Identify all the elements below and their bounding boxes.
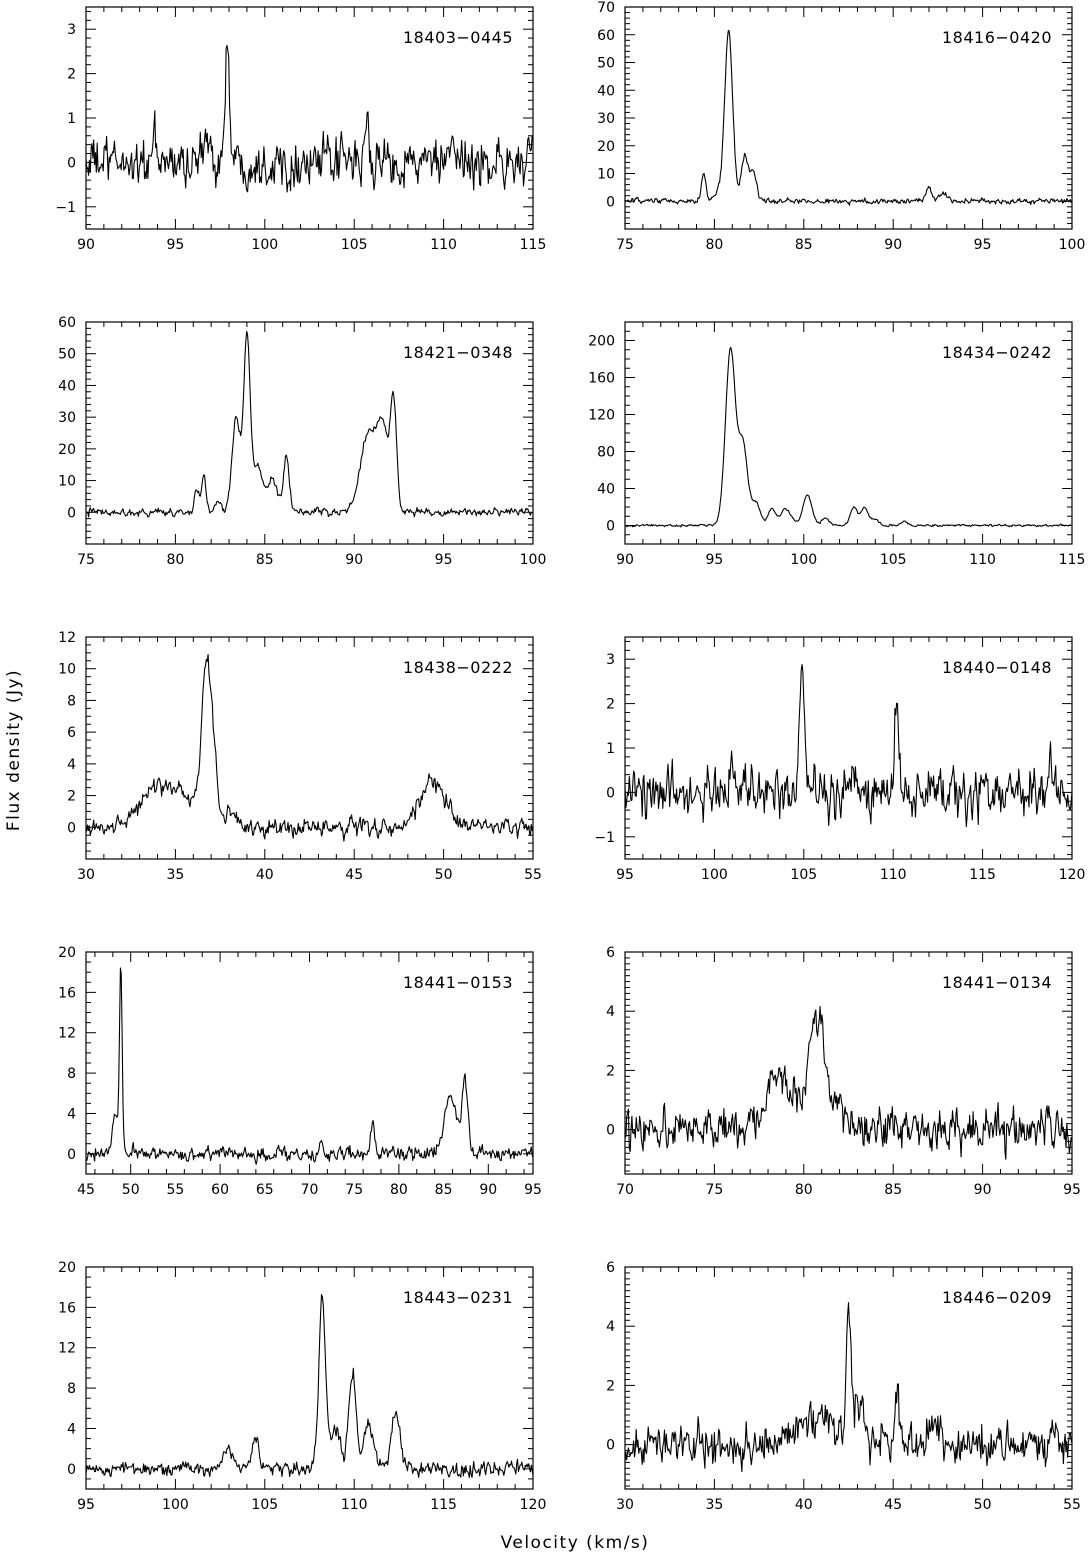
x-tick-label: 40	[794, 1497, 813, 1513]
x-tick-label: 115	[969, 867, 996, 883]
y-tick-label: 16	[58, 1300, 76, 1317]
spectrum-line	[86, 1295, 533, 1478]
x-tick-label: 80	[389, 1182, 408, 1198]
x-tick-label: 85	[794, 237, 813, 253]
x-tick-label: 100	[162, 1497, 189, 1513]
spectra-panels	[55, 0, 1085, 1513]
x-tick-label: 120	[519, 1497, 547, 1513]
x-tick-label: 110	[340, 1497, 368, 1513]
y-tick-label: 4	[67, 1106, 76, 1123]
x-tick-label: 45	[884, 1497, 903, 1513]
y-tick-label: 30	[597, 111, 615, 127]
spectrum-panel	[588, 322, 1085, 568]
y-tick-label: 40	[58, 378, 76, 395]
x-tick-label: 50	[121, 1182, 140, 1198]
x-tick-label: 110	[879, 867, 907, 883]
source-name-label: 18438−0222	[402, 658, 513, 677]
x-tick-label: 90	[479, 1182, 498, 1198]
x-tick-label: 95	[616, 867, 634, 883]
y-tick-label: 4	[606, 1319, 615, 1336]
y-tick-label: 70	[597, 0, 615, 16]
source-name-label: 18441−0153	[402, 973, 513, 992]
y-tick-label: 6	[67, 725, 76, 742]
spectrum-line	[86, 655, 533, 842]
x-tick-label: 70	[300, 1182, 319, 1198]
x-tick-label: 55	[1063, 1497, 1081, 1513]
x-tick-label: 75	[345, 1182, 364, 1198]
x-tick-label: 100	[519, 552, 547, 568]
x-tick-label: 100	[251, 237, 279, 253]
y-tick-label: 120	[588, 407, 615, 424]
x-tick-label: 35	[166, 867, 185, 883]
spectrum-panel	[606, 945, 1081, 1198]
y-tick-label: 50	[58, 346, 76, 363]
x-tick-label: 115	[430, 1497, 457, 1513]
y-tick-label: 4	[606, 1004, 615, 1021]
x-tick-label: 110	[969, 552, 996, 568]
y-tick-label: 10	[597, 166, 615, 183]
x-tick-label: 50	[434, 867, 453, 883]
y-tick-label: 16	[58, 985, 76, 1002]
source-name-label: 18421−0348	[402, 343, 513, 362]
x-tick-label: 40	[255, 867, 274, 883]
spectrum-line	[625, 31, 1072, 206]
x-tick-label: 35	[705, 1497, 724, 1513]
y-tick-label: 0	[67, 820, 76, 837]
y-tick-label: 0	[67, 505, 76, 522]
spectrum-panel	[58, 945, 542, 1198]
x-tick-label: 75	[616, 237, 634, 253]
x-tick-label: 105	[340, 237, 368, 253]
x-tick-label: 90	[616, 552, 634, 568]
y-tick-label: 2	[67, 788, 76, 805]
y-tick-label: 20	[58, 1260, 76, 1276]
spectrum-panel	[58, 1260, 546, 1513]
y-tick-label: 0	[67, 155, 76, 172]
source-name-label: 18441−0134	[941, 973, 1052, 992]
y-tick-label: 20	[597, 138, 615, 155]
x-tick-label: 65	[255, 1182, 274, 1198]
y-tick-label: 2	[606, 1378, 615, 1395]
y-tick-label: 10	[58, 661, 76, 678]
y-tick-label: 8	[67, 1381, 76, 1398]
y-tick-label: 4	[67, 1421, 76, 1438]
x-tick-label: 80	[166, 552, 185, 568]
x-tick-label: 115	[1058, 552, 1086, 568]
source-name-label: 18440−0148	[941, 658, 1052, 677]
y-tick-label: 80	[597, 444, 615, 461]
spectrum-line	[86, 46, 533, 193]
source-name-label: 18434−0242	[941, 343, 1052, 362]
x-tick-label: 95	[705, 552, 724, 568]
y-tick-label: 0	[67, 1461, 76, 1478]
x-tick-label: 100	[790, 552, 818, 568]
spectrum-line	[86, 968, 533, 1164]
source-name-label: 18443−0231	[402, 1288, 513, 1307]
source-name-label: 18416−0420	[941, 28, 1052, 47]
x-tick-label: 100	[701, 867, 728, 883]
x-tick-label: 75	[705, 1182, 724, 1198]
x-tick-label: 75	[77, 552, 95, 568]
x-tick-label: 80	[705, 237, 724, 253]
y-tick-label: 12	[58, 1025, 76, 1042]
y-tick-label: 30	[58, 410, 76, 427]
y-tick-label: 60	[58, 315, 76, 331]
y-tick-label: 0	[606, 1122, 615, 1139]
x-tick-label: 45	[77, 1182, 95, 1198]
y-tick-label: 0	[606, 518, 615, 535]
x-tick-label: 55	[166, 1182, 185, 1198]
x-tick-label: 70	[616, 1182, 634, 1198]
y-tick-label: 160	[588, 370, 615, 387]
source-name-label: 18403−0445	[402, 28, 513, 47]
y-tick-label: 40	[597, 481, 615, 498]
x-tick-label: 110	[430, 237, 457, 253]
y-tick-label: 60	[597, 27, 615, 44]
y-tick-label: 0	[606, 785, 615, 802]
y-tick-label: 0	[606, 194, 615, 211]
y-tick-label: 0	[606, 1437, 615, 1454]
x-tick-label: 85	[434, 1182, 453, 1198]
spectrum-panel	[594, 637, 1085, 883]
spectrum-line	[625, 1007, 1072, 1160]
spectrum-line	[625, 1303, 1072, 1472]
y-tick-label: 3	[606, 652, 615, 669]
x-tick-label: 50	[973, 1497, 992, 1513]
x-tick-label: 95	[434, 552, 453, 568]
source-name-label: 18446−0209	[941, 1288, 1052, 1307]
x-tick-label: 90	[77, 237, 95, 253]
y-tick-label: 1	[606, 741, 615, 757]
x-axis-label: Velocity (km/s)	[500, 1533, 650, 1553]
y-tick-label: 8	[67, 693, 76, 710]
spectrum-panel	[606, 1260, 1081, 1513]
x-tick-label: 105	[790, 867, 818, 883]
y-axis-label: Flux density (Jy)	[4, 668, 24, 832]
y-tick-label: 20	[58, 441, 76, 458]
y-tick-label: 2	[606, 1063, 615, 1080]
y-tick-label: 8	[67, 1066, 76, 1083]
y-tick-label: 2	[606, 696, 615, 713]
spectrum-panel	[58, 315, 546, 568]
y-tick-label: 6	[606, 945, 615, 961]
x-tick-label: 45	[345, 867, 364, 883]
y-tick-label: 40	[597, 83, 615, 100]
x-tick-label: 105	[879, 552, 907, 568]
y-tick-label: 6	[606, 1260, 615, 1276]
y-tick-label: 2	[67, 66, 76, 83]
spectrum-panel	[58, 630, 542, 883]
x-tick-label: 105	[251, 1497, 279, 1513]
x-tick-label: 90	[345, 552, 364, 568]
y-tick-label: 12	[58, 1340, 76, 1357]
x-tick-label: 85	[255, 552, 274, 568]
y-tick-label: 1	[67, 111, 76, 127]
x-tick-label: 95	[1063, 1182, 1081, 1198]
y-tick-label: 4	[67, 756, 76, 773]
x-tick-label: 120	[1058, 867, 1086, 883]
x-tick-label: 55	[524, 867, 542, 883]
y-tick-label: 0	[67, 1146, 76, 1163]
x-tick-label: 100	[1058, 237, 1086, 253]
x-tick-label: 30	[616, 1497, 634, 1513]
x-tick-label: 60	[211, 1182, 230, 1198]
y-tick-label: 10	[58, 473, 76, 490]
spectrum-panel	[55, 7, 546, 253]
spectrum-line	[625, 347, 1072, 527]
x-tick-label: 30	[77, 867, 95, 883]
y-tick-label: 20	[58, 945, 76, 961]
spectrum-panel	[597, 0, 1085, 253]
y-tick-label: 3	[67, 22, 76, 39]
x-tick-label: 95	[77, 1497, 95, 1513]
x-tick-label: 85	[884, 1182, 903, 1198]
spectrum-line	[625, 665, 1072, 827]
x-tick-label: 90	[973, 1182, 992, 1198]
x-tick-label: 95	[166, 237, 185, 253]
x-tick-label: 95	[524, 1182, 542, 1198]
y-tick-label: −1	[594, 829, 615, 846]
x-tick-label: 115	[519, 237, 547, 253]
y-tick-label: 200	[588, 333, 615, 350]
y-tick-label: 12	[58, 630, 76, 646]
y-tick-label: −1	[55, 199, 76, 216]
x-tick-label: 95	[973, 237, 992, 253]
y-tick-label: 50	[597, 55, 615, 72]
x-tick-label: 90	[884, 237, 903, 253]
x-tick-label: 80	[794, 1182, 813, 1198]
